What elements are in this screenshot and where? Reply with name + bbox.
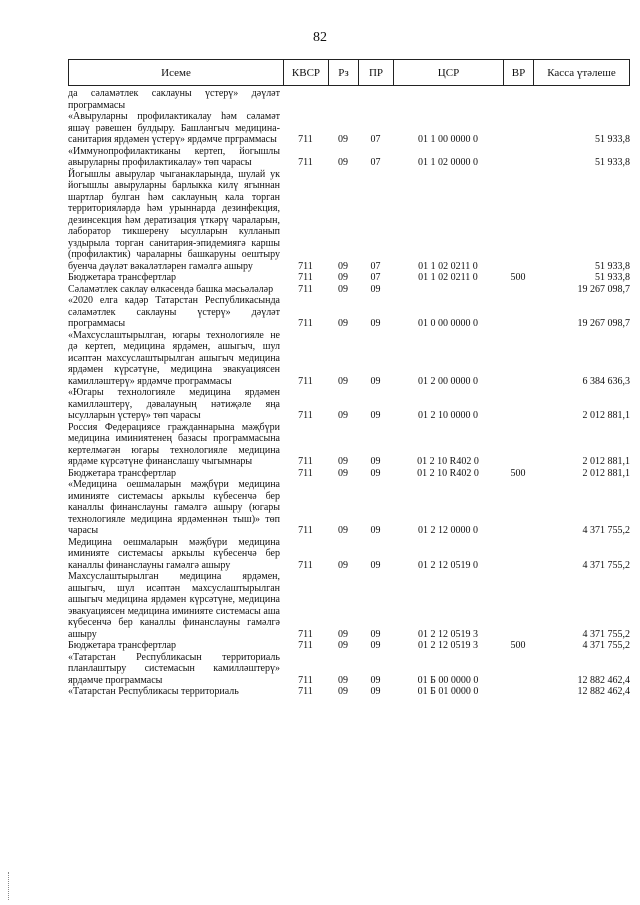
cell-rz: 09: [338, 272, 348, 283]
cell-csr: 01 0 00 0000 0: [418, 318, 478, 329]
cell-name: Бюджетара трансфертлар: [68, 640, 177, 651]
cell-kassa: 4 371 755,2: [582, 559, 630, 571]
cell-kassa: 4 371 755,2: [582, 640, 630, 651]
cell-kvsr: 711: [298, 640, 313, 651]
cell-csr: 01 2 10 R402 0: [417, 467, 479, 479]
cell-pr: 09: [370, 525, 381, 536]
cell-kvsr: 711: [298, 467, 313, 479]
cell-name: «Махсуслаштырылган, югары технологияле не дә кертеп, медицина ярдәмен, ашыгыч, шул исәптән махсуслаштырылган ашыгыч медицина ярдәмен күрсәтүне, медицина эвакуациясен камилләштерү» ярдәмче программасы: [68, 329, 280, 387]
cell-kassa: 51 933,8: [595, 157, 630, 168]
cell-rz: 09: [338, 628, 348, 640]
cell-csr: 01 1 02 0000 0: [418, 157, 478, 168]
cell-kassa: 19 267 098,7: [577, 318, 630, 329]
cell-pr: 07: [370, 157, 381, 168]
cell-pr: 09: [370, 559, 381, 571]
cell-name: «Иммунопрофилактиканы кертеп, йогышлы авыруларны профилактикалау» төп чарасы: [68, 145, 280, 168]
cell-kvsr: 711: [298, 375, 313, 387]
cell-rz: 09: [338, 640, 348, 651]
cell-pr: 09: [370, 686, 381, 697]
table-row: [68, 537, 630, 572]
table-row: [68, 88, 630, 111]
header-rz: Рз: [329, 60, 359, 85]
table-body: [68, 88, 630, 698]
cell-vr: 500: [510, 640, 526, 651]
cell-kassa: 6 384 636,3: [582, 375, 630, 387]
cell-rz: 09: [338, 674, 348, 686]
cell-csr: 01 1 02 0211 0: [418, 260, 478, 272]
cell-rz: 09: [338, 157, 348, 168]
table-row: [68, 571, 630, 640]
cell-rz: 09: [338, 686, 348, 697]
cell-vr: 500: [510, 272, 526, 283]
header-csr: ЦСР: [394, 60, 504, 85]
cell-name: «Татарстан Республикасын территориаль планлаштыру системасын камилләштерү» ярдәмче программасы: [68, 651, 280, 686]
cell-pr: 09: [370, 318, 381, 329]
page-number: 82: [313, 30, 327, 45]
cell-name: «Авыруларны профилактикалау һәм сәламәт яшәү рәвешен булдыру. Башлангыч медицина-санитария ярдәмен үстерү» ярдәмче прграммасы: [68, 111, 280, 145]
table-row: [68, 272, 630, 284]
cell-pr: 09: [370, 628, 381, 640]
cell-csr: 01 2 10 R402 0: [417, 456, 479, 467]
cell-kvsr: 711: [298, 686, 313, 697]
cell-csr: 01 Б 01 0000 0: [417, 686, 479, 697]
cell-rz: 09: [338, 318, 348, 329]
cell-kvsr: 711: [298, 283, 313, 295]
cell-pr: 09: [370, 375, 381, 387]
header-kassa: Касса үтәлеше: [547, 66, 616, 79]
cell-kvsr: 711: [298, 260, 313, 272]
cell-rz: 09: [338, 283, 348, 295]
cell-pr: 07: [370, 260, 381, 272]
cell-rz: 09: [338, 456, 348, 467]
cell-kvsr: 711: [298, 134, 313, 145]
cell-pr: 09: [370, 456, 381, 467]
cell-rz: 09: [338, 260, 348, 272]
header-vr: ВР: [504, 60, 534, 85]
cell-name: Медицина оешмаларын мәҗбүри медицина иминияте системасы аркылы күбесенчә бер каналлы финанслауны гамәлгә ашыру: [68, 536, 280, 571]
cell-csr: 01 2 12 0000 0: [418, 525, 478, 536]
cell-pr: 09: [370, 467, 381, 479]
cell-name: да сәламәтлек саклауны үстерү» дәүләт программасы: [68, 88, 280, 111]
cell-name: Йогышлы авырулар чыганакларында, шулай ук йогышлы авыруларны барлыкка килү ягыннан шартлар булган һәм саклауның кала торган территорияләрдә һәм урыннарда дезинфекция, дезинсекция һәм дератизация үткәрү чараларын, лаборатор тикшерену ысулларын кулланып уздырыла торган санитария-эпидемиягә каршы (профилактик) чараларны башкаруны оештыру буенча дәүләт вәкаләтләрен гамәлгә ашыру: [68, 168, 280, 272]
cell-kvsr: 711: [298, 410, 313, 421]
table-row: [68, 169, 630, 273]
cell-rz: 09: [338, 467, 348, 479]
cell-kassa: 4 371 755,2: [582, 525, 630, 536]
cell-kassa: 19 267 098,7: [577, 283, 630, 295]
cell-name: Бюджетара трансфертлар: [68, 467, 177, 479]
cell-vr: 500: [510, 467, 526, 479]
cell-name: Махсуслаштырылган медицина ярдәмен, ашыгыч, шул исәптән махсуслаштырылган ашыгыч медицина ярдәмен күрсәтүне, медицина эвакуациясен медицина иминияте системасы аша күбесенчә бер каналлы финанслауны гамәлгә ашыру: [68, 571, 280, 640]
cell-kassa: 12 882 462,4: [577, 686, 630, 697]
cell-kvsr: 711: [298, 559, 313, 571]
cell-csr: 01 2 12 0519 3: [418, 640, 478, 651]
cell-name: Россия Федерациясе гражданнарына мәҗбүри медицина иминиятенең базасы программасына кертелмәгән югары технологияле медицина ярдәме күрсәтүне финанслашу чыгымнары: [68, 421, 280, 467]
cell-kassa: 2 012 881,1: [582, 467, 630, 479]
cell-name: «2020 елга кадәр Татарстан Республикасында сәламәтлек саклауны үстерү» дәүләт программасы: [68, 295, 280, 329]
cell-kassa: 4 371 755,2: [582, 628, 630, 640]
cell-name: «Медицина оешмаларын мәҗбүри медицина иминияте системасы аркылы күбесенчә бер каналлы финанслауны гамәлгә ашыру (югары технологияле медицина ярдәменнән тыш)» төп чарасы: [68, 479, 280, 536]
cell-rz: 09: [338, 559, 348, 571]
cell-rz: 09: [338, 134, 348, 145]
cell-kvsr: 711: [298, 318, 313, 329]
margin-mark: [8, 872, 12, 900]
cell-csr: 01 1 00 0000 0: [418, 134, 478, 145]
table-row: [68, 284, 630, 296]
table-row: [68, 479, 630, 537]
header-name: Исеме: [69, 60, 284, 85]
cell-kvsr: 711: [298, 674, 313, 686]
cell-pr: 07: [370, 134, 381, 145]
table-row: [68, 468, 630, 480]
cell-kassa: 12 882 462,4: [577, 674, 630, 686]
table-row: [68, 686, 630, 698]
cell-kvsr: 711: [298, 456, 313, 467]
cell-rz: 09: [338, 525, 348, 536]
cell-csr: 01 2 00 0000 0: [418, 375, 478, 387]
cell-kassa: 2 012 881,1: [582, 410, 630, 421]
cell-kassa: 51 933,8: [595, 134, 630, 145]
cell-pr: 09: [370, 674, 381, 686]
cell-kvsr: 711: [298, 157, 313, 168]
cell-pr: 09: [370, 410, 381, 421]
table-header: [68, 59, 630, 86]
cell-rz: 09: [338, 375, 348, 387]
cell-pr: 09: [370, 283, 381, 295]
cell-name: «Татарстан Республикасы территориаль: [68, 686, 239, 697]
table-row: [68, 330, 630, 388]
cell-kvsr: 711: [298, 628, 313, 640]
table-row: [68, 146, 630, 169]
cell-csr: 01 2 12 0519 3: [418, 628, 478, 640]
cell-csr: 01 2 12 0519 0: [418, 559, 478, 571]
table-row: [68, 422, 630, 468]
cell-name: «Югары технологияле медицина ярдәмен камилләштерү, дәвалауның нәтиҗәле яңа ысулларын үстерү» төп чарасы: [68, 387, 280, 421]
cell-rz: 09: [338, 410, 348, 421]
cell-kvsr: 711: [298, 525, 313, 536]
table-row: [68, 640, 630, 652]
cell-kvsr: 711: [298, 272, 313, 283]
table-row: [68, 295, 630, 330]
cell-csr: 01 1 02 0211 0: [418, 272, 478, 283]
cell-pr: 09: [370, 640, 381, 651]
cell-name: Сәламәтлек саклау өлкәсендә башка мәсьәләләр: [68, 283, 274, 295]
table-row: [68, 652, 630, 687]
cell-csr: 01 Б 00 0000 0: [417, 674, 479, 686]
cell-name: Бюджетара трансфертлар: [68, 272, 177, 283]
table-row: [68, 111, 630, 146]
header-pr: ПР: [359, 60, 394, 85]
cell-kassa: 51 933,8: [595, 260, 630, 272]
cell-pr: 07: [370, 272, 381, 283]
cell-kassa: 2 012 881,1: [582, 456, 630, 467]
cell-csr: 01 2 10 0000 0: [418, 410, 478, 421]
header-kvsr: КВСР: [284, 60, 329, 85]
cell-kassa: 51 933,8: [595, 272, 630, 283]
table-row: [68, 387, 630, 422]
